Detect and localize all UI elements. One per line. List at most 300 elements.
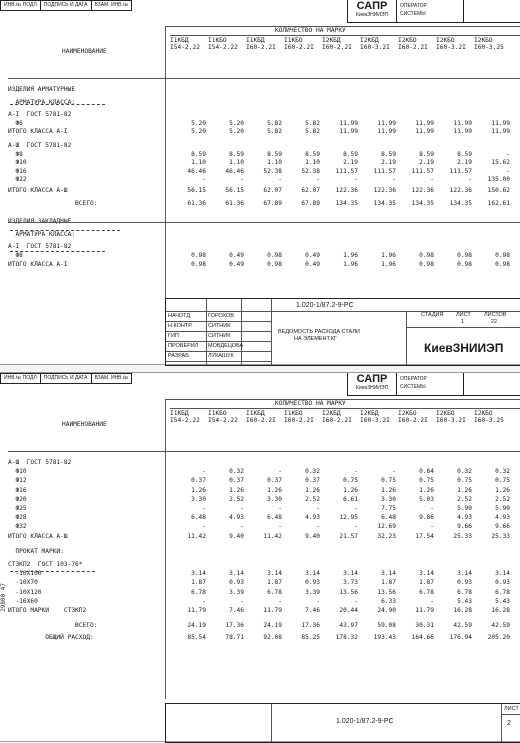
row-value: 1.26 [419, 486, 434, 494]
header-mid-line [170, 35, 520, 36]
row-value: 0.98 [267, 260, 282, 268]
tb-line-2 [406, 327, 520, 328]
table-row [8, 598, 520, 605]
row-value: 3.14 [229, 570, 244, 578]
sapr-text: САПР [356, 0, 388, 12]
sistemy-text: СИСТЕМЫ [400, 11, 426, 17]
row-value: - [506, 150, 510, 158]
row-value: 0.98 [191, 260, 206, 268]
row-value: 11.99 [339, 128, 358, 136]
row-value: 9.86 [419, 514, 434, 522]
row-value: - [278, 523, 282, 531]
mark-code-6: I60-3.2I [360, 44, 390, 51]
row-value: 6.48 [381, 514, 396, 522]
row-value: 0.98 [191, 252, 206, 259]
table-row [8, 514, 520, 521]
naimenovanie-label-2: НАИМЕНОВАНИЕ [62, 421, 107, 428]
row-value: 5.43 [495, 597, 510, 605]
sapr-sub: КиевЗНИИЭП [355, 12, 389, 18]
list-value-2: 2 [507, 720, 511, 727]
sistemy-text-2: СИСТЕМЫ [400, 384, 426, 390]
mark-code-1: I54-2.22 [170, 417, 200, 424]
row-value: - [240, 176, 244, 184]
sapr-logo-2 [348, 373, 397, 395]
inv-podl-label-2: ИНВ.№ ПОДЛ [1, 374, 41, 383]
table-row [8, 579, 520, 586]
row-value: - [316, 505, 320, 512]
row-value: 42.59 [491, 622, 510, 630]
mark-code-4: I60-2.2I [284, 44, 314, 51]
row-value: 6.78 [267, 588, 282, 596]
row-value: - [202, 505, 206, 512]
mark-code-9: I60-3.25 [474, 44, 504, 51]
row-value: - [354, 505, 358, 512]
mark-name-8: I2КБО [436, 37, 455, 44]
sapr-logo [348, 0, 397, 22]
row-value: 1.26 [191, 486, 206, 494]
row-value: 134.35 [373, 199, 396, 207]
mark-code-2: I54-2.22 [208, 44, 238, 51]
row-name: Ф22 [8, 176, 27, 184]
row-value: 6.61 [343, 495, 358, 503]
mark-name-1: I1КБД [170, 410, 189, 417]
row-value: 2.52 [305, 495, 320, 503]
table-row [8, 200, 520, 207]
row-value: - [240, 597, 244, 605]
row-value: 1.26 [305, 486, 320, 494]
row-value: - [202, 176, 206, 184]
row-value: 85.54 [187, 634, 206, 642]
mark-name-6: I2КБД [360, 37, 379, 44]
dash-3 [10, 251, 105, 252]
row-value: 5.82 [267, 128, 282, 136]
sheet-2 [0, 372, 520, 742]
row-value: 78.71 [225, 634, 244, 642]
table-row [8, 477, 520, 484]
mark-name-1: I1КБД [170, 37, 189, 44]
row-value: 1.96 [343, 252, 358, 259]
mark-name-6: I2КБД [360, 410, 379, 417]
row-value: 0.98 [419, 260, 434, 268]
staff-line [166, 351, 271, 352]
title-text-2: НА ЭЛЕМЕНТ,КГ [294, 336, 337, 342]
tb2-line [501, 714, 520, 715]
row-value: 9.40 [229, 532, 244, 540]
row-value: 134.35 [411, 199, 434, 207]
staff-line [166, 341, 271, 342]
mark-code-6: I60-3.2I [360, 417, 390, 424]
tb-v1 [206, 299, 207, 365]
title-text: ВЕДОМОСТЬ РАСХОДА СТАЛИ [278, 329, 360, 335]
row-name: А-I ГОСТ 5781-82 [8, 111, 72, 119]
row-value: - [278, 176, 282, 184]
row-value: 13.56 [377, 588, 396, 596]
row-value: 46.46 [187, 167, 206, 175]
mark-code-5: I60-2.2I [322, 417, 352, 424]
staff-role: Н.КОНТР. [168, 323, 193, 329]
staff-line [166, 331, 271, 332]
row-value: 3.14 [457, 570, 472, 578]
row-value: 3.14 [267, 570, 282, 578]
row-value: 12.69 [377, 523, 396, 531]
table-row [8, 168, 520, 175]
row-name: Ф12 [8, 477, 27, 485]
row-value: 6.78 [495, 588, 510, 596]
row-value: 24.90 [377, 607, 396, 614]
mark-code-8: I60-3.2I [436, 417, 466, 424]
row-value: 0.49 [229, 252, 244, 259]
row-value: 92.08 [263, 634, 282, 642]
table-row [8, 176, 520, 183]
table-row [8, 252, 520, 259]
row-value: - [202, 597, 206, 605]
row-value: 0.75 [419, 477, 434, 485]
mark-code-8: I60-3.2I [436, 44, 466, 51]
dash-4 [10, 571, 95, 572]
mark-name-2: I1КБО [208, 37, 227, 44]
sheet-1 [0, 0, 520, 365]
row-name: Ф25 [8, 505, 27, 512]
row-value: - [430, 505, 434, 512]
row-value: 61.36 [225, 199, 244, 207]
row-value: 1.26 [381, 486, 396, 494]
row-value: 2.19 [419, 159, 434, 167]
operator-text-2: ОПЕРАТОР [400, 376, 427, 382]
mark-code-2: I54-2.22 [208, 417, 238, 424]
mark-code-7: I60-2.2I [398, 44, 428, 51]
row-value: 4.93 [495, 514, 510, 522]
row-value: 11.99 [491, 119, 510, 127]
row-value: 3.73 [343, 579, 358, 587]
vzam-inv-label-2: ВЗАМ. ИНВ.№ [94, 375, 129, 381]
table-row [8, 548, 520, 555]
row-value: 5.20 [191, 119, 206, 127]
row-value: 7.46 [305, 607, 320, 614]
row-name: Ф8 [8, 252, 23, 259]
row-value: 1.10 [305, 159, 320, 167]
sapr-text-2: САПР [356, 373, 388, 385]
margin-code: 29800 47 [0, 583, 7, 612]
row-value: 0.32 [229, 468, 244, 476]
mark-code-4: I60-2.2I [284, 417, 314, 424]
row-value: 134.35 [335, 199, 358, 207]
operator-label [397, 0, 464, 22]
podpis-data-label: ПОДПИСЬ И ДАТА [41, 1, 92, 10]
header-bottom-line [8, 78, 520, 79]
row-value: 3.14 [381, 570, 396, 578]
row-value: 122.36 [449, 187, 472, 194]
row-value: 0.75 [457, 477, 472, 485]
row-name: Ф10 [8, 159, 27, 167]
row-value: 11.99 [453, 119, 472, 127]
row-value: 4.93 [305, 514, 320, 522]
row-value: 2.52 [495, 495, 510, 503]
row-value: 25.33 [491, 532, 510, 540]
row-value: 30.31 [415, 622, 434, 630]
row-value: 150.62 [487, 187, 510, 194]
operator-text: ОПЕРАТОР [400, 3, 427, 9]
doc-code-2: 1.020-1/87.2-9-PC [336, 718, 394, 725]
row-value: 25.33 [453, 532, 472, 540]
row-value: 2.19 [381, 159, 396, 167]
row-value: 8.59 [305, 150, 320, 158]
row-value: 0.49 [305, 252, 320, 259]
row-value: 42.59 [453, 622, 472, 630]
table-row [8, 496, 520, 503]
row-name: ИЗДЕЛИЯ АРМАТУРНЫЕ [8, 86, 76, 93]
row-value: 5.20 [229, 119, 244, 127]
staff-role: ГИП [168, 333, 179, 339]
row-value: 1.87 [381, 579, 396, 587]
row-value: 1.10 [191, 159, 206, 167]
row-value: 11.99 [415, 119, 434, 127]
row-name: -16Х60 [8, 597, 38, 605]
row-value: 0.32 [305, 468, 320, 476]
row-value: 1.10 [267, 159, 282, 167]
row-value: 5.43 [457, 597, 472, 605]
table-row [8, 487, 520, 494]
mark-code-9: I60-3.25 [474, 417, 504, 424]
row-name: А-Ш ГОСТ 5781-82 [8, 142, 72, 149]
row-value: 17.36 [301, 622, 320, 630]
row-value: 56.15 [225, 187, 244, 194]
row-name: А-Ш ГОСТ 5781-82 [8, 459, 72, 466]
row-value: 8.59 [381, 150, 396, 158]
row-value: 5.82 [305, 128, 320, 136]
row-value: 62.07 [301, 187, 320, 194]
row-value: 5.03 [419, 495, 434, 503]
row-value: 11.79 [263, 607, 282, 614]
row-value: 16.28 [491, 607, 510, 614]
vzam-inv-label: ВЗАМ. ИНВ.№ [94, 2, 129, 8]
row-name: -10Х70 [8, 579, 38, 587]
table-row [8, 505, 520, 512]
staff-role: НАЧОТД [168, 313, 191, 319]
row-value: 178.32 [335, 634, 358, 642]
mark-code-7: I60-2.2I [398, 417, 428, 424]
row-name: Ф20 [8, 495, 27, 503]
row-value: 1.26 [495, 486, 510, 494]
mark-name-3: I1КБД [246, 37, 265, 44]
org-name: КиевЗНИИЭП [424, 341, 504, 355]
row-name: СТ3КП2 ГОСТ 103-76* [8, 561, 83, 568]
row-value: - [316, 597, 320, 605]
row-value: 11.79 [415, 607, 434, 614]
operator-label-2 [397, 373, 464, 395]
row-name: ИТОГО КЛАССА А-Ш [8, 187, 68, 194]
row-name: Ф32 [8, 523, 27, 531]
row-value: 5.20 [229, 128, 244, 136]
row-value: 0.37 [267, 477, 282, 485]
mark-name-5: I2КБД [322, 37, 341, 44]
row-value: 1.87 [191, 579, 206, 587]
table-row [8, 151, 520, 158]
row-value: 3.14 [191, 570, 206, 578]
table-row [8, 468, 520, 475]
row-value: 43.97 [339, 622, 358, 630]
staff-role: ПРОВЕРИЛ [168, 343, 199, 349]
stadiya-label: СТАДИЯ [421, 312, 444, 318]
row-value: 67.89 [263, 199, 282, 207]
row-value: 3.30 [191, 495, 206, 503]
row-value: 21.57 [339, 532, 358, 540]
row-value: 1.10 [229, 159, 244, 167]
listov-label: ЛИСТОВ [484, 312, 507, 318]
row-name: Ф28 [8, 514, 27, 522]
row-value: 0.98 [457, 252, 472, 259]
row-value: - [278, 597, 282, 605]
kolichestvo-label: КОЛИЧЕСТВО НА МАРКУ [275, 27, 346, 34]
table-row [8, 261, 520, 268]
tb-v2 [241, 299, 242, 365]
row-value: 11.99 [491, 128, 510, 136]
row-value: 11.79 [187, 607, 206, 614]
row-value: 8.59 [191, 150, 206, 158]
section-divider [8, 222, 520, 223]
row-value: 6.78 [191, 588, 206, 596]
row-value: 0.32 [457, 468, 472, 476]
row-value: 3.14 [419, 570, 434, 578]
row-value: 17.54 [415, 532, 434, 540]
row-value: 3.39 [229, 588, 244, 596]
row-value: 11.99 [415, 128, 434, 136]
table-row [8, 86, 520, 93]
row-value: 0.64 [419, 468, 434, 476]
row-value: 122.36 [335, 187, 358, 194]
row-name: Ф16 [8, 167, 27, 175]
row-value: 12.95 [339, 514, 358, 522]
title-block-2 [165, 703, 520, 743]
row-value: 2.52 [457, 495, 472, 503]
row-value: 13.56 [339, 588, 358, 596]
table-row [8, 634, 520, 641]
row-value: 0.98 [495, 252, 510, 259]
row-value: 3.14 [343, 570, 358, 578]
row-value: 111.57 [373, 167, 396, 175]
row-value: 11.42 [187, 532, 206, 540]
table-row [8, 142, 520, 149]
row-value: 6.48 [191, 514, 206, 522]
row-value: 67.89 [301, 199, 320, 207]
staff-line [166, 321, 271, 322]
row-value: 8.59 [229, 150, 244, 158]
podpis-data-label-2: ПОДПИСЬ И ДАТА [41, 374, 92, 383]
row-value: 162.61 [487, 199, 510, 207]
sapr-stamp [347, 0, 520, 23]
mark-code-1: I54-2.22 [170, 44, 200, 51]
row-value: 8.59 [419, 150, 434, 158]
staff-name: ЛУКАШУК [208, 353, 234, 359]
row-value: - [392, 468, 396, 476]
stamp-bar-2 [0, 373, 132, 384]
row-value: 0.98 [419, 252, 434, 259]
row-value: 56.15 [187, 187, 206, 194]
row-name: ВСЕГО: [8, 199, 98, 207]
row-value: 205.20 [487, 634, 510, 642]
row-value: 9.66 [457, 523, 472, 531]
row-name: АРМАТУРА КЛАССА: [8, 230, 76, 238]
row-value: 9.66 [495, 523, 510, 531]
row-value: 85.25 [301, 634, 320, 642]
row-value: 193.43 [373, 634, 396, 642]
row-value: 0.98 [495, 260, 510, 268]
mark-name-3: I1КБД [246, 410, 265, 417]
staff-role: РАЗРАБ. [168, 353, 191, 359]
row-value: 3.30 [267, 495, 282, 503]
row-name: АРМАТУРА КЛАССА: [8, 98, 76, 106]
row-value: 0.93 [229, 579, 244, 587]
row-value: 0.93 [457, 579, 472, 587]
row-value: 0.75 [343, 477, 358, 485]
mark-code-3: I60-2.2I [246, 417, 276, 424]
row-value: 6.48 [267, 514, 282, 522]
row-value: 7.75 [381, 505, 396, 512]
row-value: 0.98 [267, 252, 282, 259]
row-value: 0.93 [305, 579, 320, 587]
table-row [8, 120, 520, 127]
staff-name: СИТНИК [208, 323, 231, 329]
row-value: 11.42 [263, 532, 282, 540]
mark-name-4: I1КБО [284, 410, 303, 417]
row-value: 7.46 [229, 607, 244, 614]
row-value: 1.26 [343, 486, 358, 494]
row-value: - [316, 176, 320, 184]
row-value: 6.78 [419, 588, 434, 596]
mark-name-2: I1КБО [208, 410, 227, 417]
row-value: - [278, 505, 282, 512]
row-value: 20.44 [339, 607, 358, 614]
row-value: - [278, 468, 282, 476]
row-value: 3.14 [305, 570, 320, 578]
mark-code-5: I60-2.2I [322, 44, 352, 51]
row-value: 11.99 [377, 128, 396, 136]
row-name: ОБЩИЙ РАСХОД: [8, 634, 94, 642]
tb-v4 [406, 311, 407, 365]
listov-value: 22 [491, 319, 498, 325]
row-value: 122.36 [411, 187, 434, 194]
mark-name-5: I2КБД [322, 410, 341, 417]
row-value: 0.32 [495, 468, 510, 476]
row-value: 52.38 [301, 167, 320, 175]
table-row [8, 111, 520, 118]
row-value: 1.26 [229, 486, 244, 494]
table-row [8, 187, 520, 194]
row-value: 122.36 [373, 187, 396, 194]
row-name: Ф16 [8, 486, 27, 494]
mark-name-4: I1КБО [284, 37, 303, 44]
row-value: 11.99 [339, 119, 358, 127]
list-label-2: ЛИСТ [504, 706, 519, 712]
table-row [8, 243, 520, 250]
row-value: 0.37 [305, 477, 320, 485]
row-value: - [354, 468, 358, 476]
list-label: ЛИСТ [456, 312, 471, 318]
row-value: - [202, 523, 206, 531]
row-value: 0.98 [457, 260, 472, 268]
row-value: 17.36 [225, 622, 244, 630]
row-name: Ф10 [8, 468, 27, 476]
row-value: 11.99 [453, 128, 472, 136]
inv-podl-label: ИНВ.№ ПОДЛ [1, 1, 41, 10]
staff-name: ГОРОХОВ [208, 313, 234, 319]
row-value: 0.49 [229, 260, 244, 268]
doc-code-1: 1.020-1/87.2-9-PC [296, 302, 354, 309]
row-value: 5.90 [495, 505, 510, 512]
staff-name: МОВДЕЦОВА [208, 343, 244, 349]
row-value: 5.20 [191, 128, 206, 136]
row-value: - [392, 176, 396, 184]
dash-2 [10, 230, 120, 231]
